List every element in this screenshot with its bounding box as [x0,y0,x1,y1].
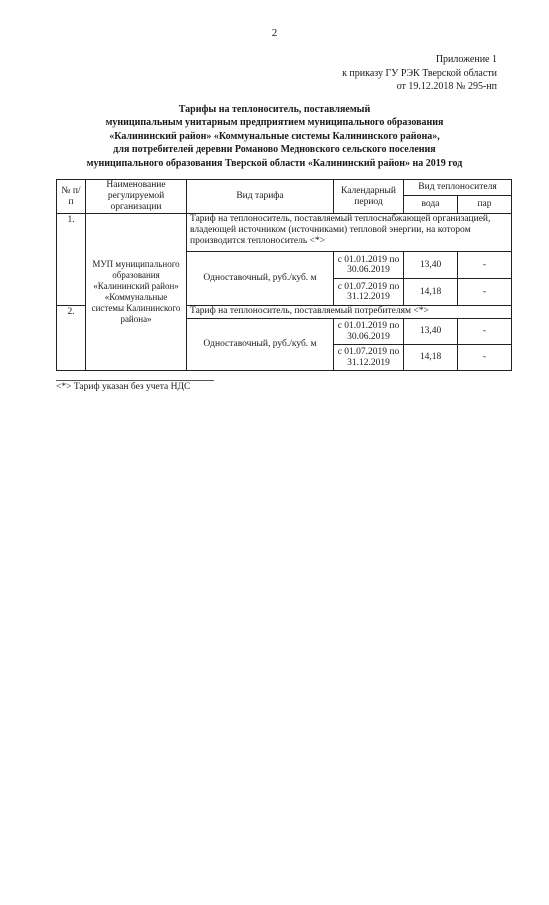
organization-name: МУП муниципального образования «Калининский район» «Коммунальные системы Калининского района» [86,214,187,371]
section-heading: Тариф на теплоноситель, поставляемый потребителям <*> [187,306,512,319]
annex-line: от 19.12.2018 № 295-нп [396,81,497,92]
tariff-type: Одноставочный, руб./куб. м [187,319,334,371]
title-line: муниципального образования Тверской области «Калининский район» на 2019 год [86,157,463,169]
page-number: 2 [271,27,278,39]
steam-value: - [458,252,512,279]
section-heading: Тариф на теплоноситель, поставляемый теплоснабжающей организацией, владеющей источником (источниками) тепловой энергии, на котором производится теплоноситель <*> [187,214,512,252]
header-period: Календарный период [334,180,404,214]
annex-line: Приложение 1 [435,54,497,65]
period-cell: с 01.01.2019 по 30.06.2019 [334,252,404,279]
water-value: 13,40 [404,319,458,345]
document-title [40,103,509,170]
title-line: муниципальным унитарным предприятием муниципального образования [105,117,444,129]
row-number: 2. [57,306,86,371]
header-carrier: Вид теплоносителя [404,180,512,196]
title-line: «Калининский район» «Коммунальные системы Калининского района», [109,130,440,142]
tariff-table [56,179,512,371]
table-row [57,214,512,252]
period-cell: с 01.07.2019 по 31.12.2019 [334,345,404,371]
water-value: 14,18 [404,279,458,306]
header-organization: Наименование регулируемой организации [86,180,187,214]
period-cell: с 01.01.2019 по 30.06.2019 [334,319,404,345]
row-number: 1. [57,214,86,306]
header-tariff-type: Вид тарифа [187,180,334,214]
annex-line: к приказу ГУ РЭК Тверской области [342,67,497,79]
steam-value: - [458,319,512,345]
period-cell: с 01.07.2019 по 31.12.2019 [334,279,404,306]
steam-value: - [458,345,512,371]
steam-value: - [458,279,512,306]
header-water: вода [404,196,458,214]
tariff-type: Одноставочный, руб./куб. м [187,252,334,306]
annex-header [342,53,497,94]
footnote: <*> Тариф указан без учета НДС [56,382,191,392]
water-value: 13,40 [404,252,458,279]
footnote-divider [56,380,214,381]
title-line: Тарифы на теплоноситель, поставляемый [178,104,371,115]
water-value: 14,18 [404,345,458,371]
header-steam: пар [458,196,512,214]
header-num: № п/п [57,180,86,214]
title-line: для потребителей деревни Романово Медновского сельского поселения [113,144,436,156]
